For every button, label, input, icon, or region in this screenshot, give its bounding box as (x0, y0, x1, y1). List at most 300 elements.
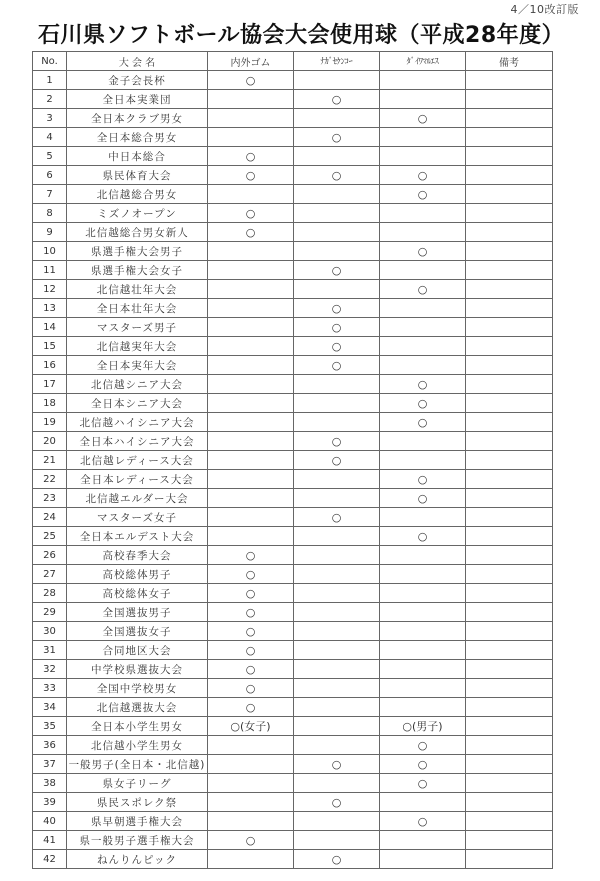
row-number: 41 (33, 831, 67, 850)
table-row (33, 185, 553, 204)
daiwa-maruesu-cell: ○ (380, 470, 466, 489)
daiwa-maruesu-cell (380, 223, 466, 242)
tournament-name: 全日本クラブ男女 (67, 109, 208, 128)
nagase-kenko-cell: ○ (294, 90, 380, 109)
naigai-gomu-cell (208, 736, 294, 755)
row-number: 23 (33, 489, 67, 508)
table-row (33, 280, 553, 299)
daiwa-maruesu-cell (380, 698, 466, 717)
daiwa-maruesu-cell (380, 565, 466, 584)
table-row (33, 565, 553, 584)
nagase-kenko-cell (294, 622, 380, 641)
daiwa-maruesu-cell: ○ (380, 166, 466, 185)
daiwa-maruesu-cell (380, 831, 466, 850)
daiwa-maruesu-cell (380, 451, 466, 470)
tournament-name: 高校春季大会 (67, 546, 208, 565)
tournament-name: 北信越レディース大会 (67, 451, 208, 470)
tournament-name: 北信越小学生男女 (67, 736, 208, 755)
table-row (33, 242, 553, 261)
row-number: 5 (33, 147, 67, 166)
naigai-gomu-cell (208, 356, 294, 375)
table-row (33, 109, 553, 128)
daiwa-maruesu-cell: ○ (380, 109, 466, 128)
table-row (33, 489, 553, 508)
note-cell (466, 641, 553, 660)
nagase-kenko-cell: ○ (294, 356, 380, 375)
naigai-gomu-cell (208, 242, 294, 261)
note-cell (466, 147, 553, 166)
naigai-gomu-cell: ○ (208, 660, 294, 679)
table-row (33, 603, 553, 622)
nagase-kenko-cell: ○ (294, 451, 380, 470)
nagase-kenko-cell (294, 660, 380, 679)
nagase-kenko-cell (294, 204, 380, 223)
daiwa-maruesu-cell (380, 546, 466, 565)
table-row (33, 356, 553, 375)
tournament-name: 全日本レディース大会 (67, 470, 208, 489)
row-number: 25 (33, 527, 67, 546)
table-row (33, 166, 553, 185)
nagase-kenko-cell (294, 584, 380, 603)
tournament-name: 全日本実業団 (67, 90, 208, 109)
daiwa-maruesu-cell (380, 356, 466, 375)
note-cell (466, 622, 553, 641)
table-row (33, 204, 553, 223)
note-cell (466, 204, 553, 223)
nagase-kenko-cell (294, 109, 380, 128)
naigai-gomu-cell: ○ (208, 622, 294, 641)
row-number: 22 (33, 470, 67, 489)
tournament-name: 一般男子(全日本・北信越) (67, 755, 208, 774)
note-cell (466, 850, 553, 869)
header-naigai-gomu: 内外ゴム (208, 52, 294, 71)
tournament-name: 北信越エルダー大会 (67, 489, 208, 508)
nagase-kenko-cell (294, 641, 380, 660)
daiwa-maruesu-cell: ○ (380, 812, 466, 831)
nagase-kenko-cell: ○ (294, 793, 380, 812)
table-row (33, 622, 553, 641)
row-number: 30 (33, 622, 67, 641)
daiwa-maruesu-cell (380, 641, 466, 660)
note-cell (466, 413, 553, 432)
tournament-name: 北信越実年大会 (67, 337, 208, 356)
nagase-kenko-cell (294, 679, 380, 698)
daiwa-maruesu-cell: ○ (380, 394, 466, 413)
note-cell (466, 755, 553, 774)
header-no: No. (33, 52, 67, 71)
row-number: 20 (33, 432, 67, 451)
note-cell (466, 166, 553, 185)
page-title: 石川県ソフトボール協会大会使用球（平成28年度） (38, 23, 565, 48)
daiwa-maruesu-cell: ○ (380, 185, 466, 204)
daiwa-maruesu-cell: ○(男子) (380, 717, 466, 736)
naigai-gomu-cell (208, 375, 294, 394)
tournament-name: 北信越総合男女 (67, 185, 208, 204)
tournament-name: 県民体育大会 (67, 166, 208, 185)
note-cell (466, 337, 553, 356)
row-number: 29 (33, 603, 67, 622)
naigai-gomu-cell (208, 261, 294, 280)
header-nagase-kenko: ﾅｶﾞｾｹﾝｺｰ (294, 52, 380, 71)
daiwa-maruesu-cell (380, 90, 466, 109)
table-row (33, 432, 553, 451)
row-number: 33 (33, 679, 67, 698)
naigai-gomu-cell (208, 774, 294, 793)
nagase-kenko-cell: ○ (294, 850, 380, 869)
naigai-gomu-cell (208, 185, 294, 204)
naigai-gomu-cell: ○ (208, 71, 294, 90)
row-number: 40 (33, 812, 67, 831)
row-number: 11 (33, 261, 67, 280)
naigai-gomu-cell (208, 280, 294, 299)
nagase-kenko-cell (294, 698, 380, 717)
daiwa-maruesu-cell (380, 204, 466, 223)
row-number: 18 (33, 394, 67, 413)
naigai-gomu-cell (208, 508, 294, 527)
note-cell (466, 223, 553, 242)
daiwa-maruesu-cell (380, 679, 466, 698)
header-daiwa-maruesu: ﾀﾞｲﾜﾏﾙｴｽ (380, 52, 466, 71)
nagase-kenko-cell (294, 147, 380, 166)
row-number: 27 (33, 565, 67, 584)
tournament-name: 金子会長杯 (67, 71, 208, 90)
tournament-name: ねんりんピック (67, 850, 208, 869)
tournament-name: 北信越ハイシニア大会 (67, 413, 208, 432)
tournament-name: 県一般男子選手権大会 (67, 831, 208, 850)
tournament-name: 全日本壮年大会 (67, 299, 208, 318)
note-cell (466, 603, 553, 622)
table-header-row (33, 52, 553, 71)
header-note: 備考 (466, 52, 553, 71)
tournament-name: 全国中学校男女 (67, 679, 208, 698)
table-row (33, 470, 553, 489)
table-row (33, 527, 553, 546)
naigai-gomu-cell: ○(女子) (208, 717, 294, 736)
row-number: 38 (33, 774, 67, 793)
nagase-kenko-cell: ○ (294, 508, 380, 527)
nagase-kenko-cell (294, 394, 380, 413)
note-cell (466, 394, 553, 413)
daiwa-maruesu-cell: ○ (380, 774, 466, 793)
nagase-kenko-cell (294, 603, 380, 622)
table-row (33, 850, 553, 869)
note-cell (466, 185, 553, 204)
daiwa-maruesu-cell: ○ (380, 755, 466, 774)
naigai-gomu-cell (208, 109, 294, 128)
nagase-kenko-cell (294, 774, 380, 793)
naigai-gomu-cell: ○ (208, 546, 294, 565)
naigai-gomu-cell (208, 432, 294, 451)
tournament-name: 県選手権大会男子 (67, 242, 208, 261)
row-number: 31 (33, 641, 67, 660)
naigai-gomu-cell (208, 755, 294, 774)
tournament-name: 全国選抜女子 (67, 622, 208, 641)
naigai-gomu-cell: ○ (208, 223, 294, 242)
naigai-gomu-cell (208, 90, 294, 109)
naigai-gomu-cell: ○ (208, 166, 294, 185)
tournament-name: 県選手権大会女子 (67, 261, 208, 280)
note-cell (466, 660, 553, 679)
nagase-kenko-cell (294, 223, 380, 242)
note-cell (466, 128, 553, 147)
tournament-name: 全日本実年大会 (67, 356, 208, 375)
table-row (33, 641, 553, 660)
row-number: 4 (33, 128, 67, 147)
note-cell (466, 679, 553, 698)
table-row (33, 375, 553, 394)
tournament-name: 全日本総合男女 (67, 128, 208, 147)
daiwa-maruesu-cell (380, 337, 466, 356)
row-number: 16 (33, 356, 67, 375)
naigai-gomu-cell: ○ (208, 603, 294, 622)
table-row (33, 831, 553, 850)
table-row (33, 698, 553, 717)
nagase-kenko-cell: ○ (294, 261, 380, 280)
row-number: 2 (33, 90, 67, 109)
tournament-name: 県民スポレク祭 (67, 793, 208, 812)
note-cell (466, 90, 553, 109)
tournament-name: 県早朝選手権大会 (67, 812, 208, 831)
table-row (33, 261, 553, 280)
note-cell (466, 432, 553, 451)
revision-label: 4／10改訂版 (510, 3, 579, 16)
row-number: 37 (33, 755, 67, 774)
table-row (33, 660, 553, 679)
note-cell (466, 261, 553, 280)
daiwa-maruesu-cell (380, 128, 466, 147)
tournament-name: 全日本小学生男女 (67, 717, 208, 736)
row-number: 17 (33, 375, 67, 394)
tournament-name: 北信越総合男女新人 (67, 223, 208, 242)
table-row (33, 755, 553, 774)
nagase-kenko-cell (294, 736, 380, 755)
naigai-gomu-cell: ○ (208, 641, 294, 660)
note-cell (466, 736, 553, 755)
tournament-name: マスターズ女子 (67, 508, 208, 527)
note-cell (466, 546, 553, 565)
nagase-kenko-cell: ○ (294, 166, 380, 185)
daiwa-maruesu-cell (380, 147, 466, 166)
row-number: 21 (33, 451, 67, 470)
table-row (33, 774, 553, 793)
tournament-name: 北信越選抜大会 (67, 698, 208, 717)
table-row (33, 299, 553, 318)
tournament-name: 中学校県選抜大会 (67, 660, 208, 679)
tournament-ball-table (32, 51, 553, 869)
note-cell (466, 242, 553, 261)
daiwa-maruesu-cell (380, 603, 466, 622)
nagase-kenko-cell: ○ (294, 128, 380, 147)
row-number: 8 (33, 204, 67, 223)
row-number: 36 (33, 736, 67, 755)
row-number: 15 (33, 337, 67, 356)
tournament-name: 全日本ハイシニア大会 (67, 432, 208, 451)
nagase-kenko-cell (294, 812, 380, 831)
note-cell (466, 375, 553, 394)
daiwa-maruesu-cell (380, 71, 466, 90)
naigai-gomu-cell (208, 470, 294, 489)
table-row (33, 394, 553, 413)
row-number: 9 (33, 223, 67, 242)
note-cell (466, 717, 553, 736)
note-cell (466, 318, 553, 337)
table-row (33, 90, 553, 109)
row-number: 42 (33, 850, 67, 869)
nagase-kenko-cell: ○ (294, 755, 380, 774)
naigai-gomu-cell (208, 527, 294, 546)
tournament-name: 全日本シニア大会 (67, 394, 208, 413)
nagase-kenko-cell (294, 280, 380, 299)
nagase-kenko-cell (294, 565, 380, 584)
row-number: 3 (33, 109, 67, 128)
table-row (33, 318, 553, 337)
daiwa-maruesu-cell (380, 261, 466, 280)
naigai-gomu-cell (208, 318, 294, 337)
naigai-gomu-cell (208, 413, 294, 432)
nagase-kenko-cell (294, 71, 380, 90)
row-number: 7 (33, 185, 67, 204)
nagase-kenko-cell (294, 831, 380, 850)
table-row (33, 223, 553, 242)
note-cell (466, 489, 553, 508)
row-number: 26 (33, 546, 67, 565)
nagase-kenko-cell: ○ (294, 337, 380, 356)
row-number: 10 (33, 242, 67, 261)
row-number: 19 (33, 413, 67, 432)
tournament-name: 北信越壮年大会 (67, 280, 208, 299)
table-row (33, 717, 553, 736)
daiwa-maruesu-cell (380, 508, 466, 527)
daiwa-maruesu-cell: ○ (380, 375, 466, 394)
naigai-gomu-cell (208, 793, 294, 812)
nagase-kenko-cell: ○ (294, 318, 380, 337)
tournament-name: 中日本総合 (67, 147, 208, 166)
note-cell (466, 299, 553, 318)
table-row (33, 337, 553, 356)
table-row (33, 71, 553, 90)
note-cell (466, 280, 553, 299)
note-cell (466, 698, 553, 717)
table-row (33, 679, 553, 698)
table-row (33, 736, 553, 755)
naigai-gomu-cell (208, 451, 294, 470)
row-number: 6 (33, 166, 67, 185)
table-row (33, 812, 553, 831)
daiwa-maruesu-cell (380, 622, 466, 641)
tournament-name: 全日本エルデスト大会 (67, 527, 208, 546)
naigai-gomu-cell: ○ (208, 679, 294, 698)
naigai-gomu-cell: ○ (208, 565, 294, 584)
naigai-gomu-cell: ○ (208, 698, 294, 717)
row-number: 32 (33, 660, 67, 679)
row-number: 39 (33, 793, 67, 812)
note-cell (466, 793, 553, 812)
row-number: 14 (33, 318, 67, 337)
naigai-gomu-cell: ○ (208, 831, 294, 850)
note-cell (466, 109, 553, 128)
table-row (33, 793, 553, 812)
nagase-kenko-cell (294, 489, 380, 508)
tournament-name: 県女子リーグ (67, 774, 208, 793)
tournament-name: 高校総体男子 (67, 565, 208, 584)
note-cell (466, 774, 553, 793)
row-number: 28 (33, 584, 67, 603)
naigai-gomu-cell: ○ (208, 147, 294, 166)
table-row (33, 546, 553, 565)
nagase-kenko-cell: ○ (294, 299, 380, 318)
table-row (33, 147, 553, 166)
tournament-name: ミズノオープン (67, 204, 208, 223)
naigai-gomu-cell (208, 128, 294, 147)
nagase-kenko-cell (294, 546, 380, 565)
note-cell (466, 356, 553, 375)
note-cell (466, 584, 553, 603)
row-number: 13 (33, 299, 67, 318)
nagase-kenko-cell (294, 470, 380, 489)
naigai-gomu-cell (208, 812, 294, 831)
row-number: 35 (33, 717, 67, 736)
naigai-gomu-cell (208, 337, 294, 356)
header-tournament-name: 大 会 名 (67, 52, 208, 71)
daiwa-maruesu-cell (380, 318, 466, 337)
table-row (33, 508, 553, 527)
tournament-name: 合同地区大会 (67, 641, 208, 660)
naigai-gomu-cell (208, 489, 294, 508)
naigai-gomu-cell (208, 299, 294, 318)
nagase-kenko-cell (294, 413, 380, 432)
note-cell (466, 71, 553, 90)
daiwa-maruesu-cell (380, 793, 466, 812)
daiwa-maruesu-cell: ○ (380, 242, 466, 261)
daiwa-maruesu-cell (380, 850, 466, 869)
naigai-gomu-cell: ○ (208, 584, 294, 603)
row-number: 34 (33, 698, 67, 717)
daiwa-maruesu-cell (380, 584, 466, 603)
nagase-kenko-cell: ○ (294, 432, 380, 451)
note-cell (466, 527, 553, 546)
row-number: 1 (33, 71, 67, 90)
note-cell (466, 831, 553, 850)
nagase-kenko-cell (294, 717, 380, 736)
nagase-kenko-cell (294, 375, 380, 394)
daiwa-maruesu-cell (380, 660, 466, 679)
daiwa-maruesu-cell: ○ (380, 736, 466, 755)
note-cell (466, 508, 553, 527)
table-row (33, 413, 553, 432)
tournament-name: 高校総体女子 (67, 584, 208, 603)
tournament-name: 北信越シニア大会 (67, 375, 208, 394)
daiwa-maruesu-cell: ○ (380, 489, 466, 508)
row-number: 24 (33, 508, 67, 527)
table-row (33, 451, 553, 470)
daiwa-maruesu-cell: ○ (380, 527, 466, 546)
tournament-name: マスターズ男子 (67, 318, 208, 337)
nagase-kenko-cell (294, 242, 380, 261)
note-cell (466, 565, 553, 584)
note-cell (466, 451, 553, 470)
naigai-gomu-cell (208, 394, 294, 413)
tournament-name: 全国選抜男子 (67, 603, 208, 622)
naigai-gomu-cell (208, 850, 294, 869)
note-cell (466, 470, 553, 489)
table-row (33, 584, 553, 603)
daiwa-maruesu-cell (380, 299, 466, 318)
nagase-kenko-cell (294, 527, 380, 546)
row-number: 12 (33, 280, 67, 299)
note-cell (466, 812, 553, 831)
naigai-gomu-cell: ○ (208, 204, 294, 223)
nagase-kenko-cell (294, 185, 380, 204)
